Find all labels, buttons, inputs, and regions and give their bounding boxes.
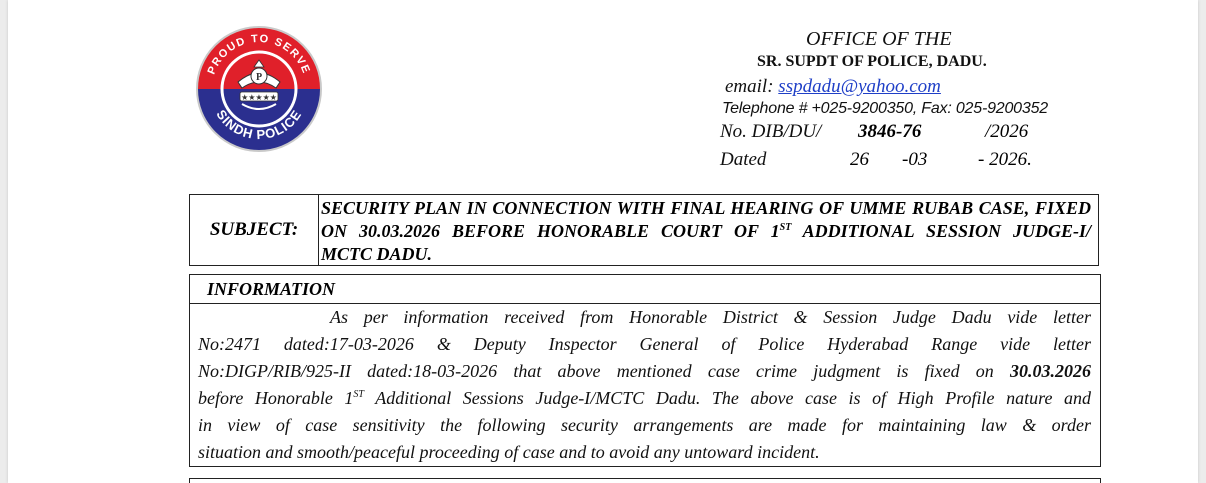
office-heading: OFFICE OF THE — [806, 28, 952, 50]
subject-line-2: ON 30.03.2026 BEFORE HONORABLE COURT OF 1ST ADDITIONAL SESSION JUDGE-I/ — [321, 221, 1092, 241]
info-line-1: As per information received from Honorable District & Session Judge Dadu vide letter — [330, 307, 1091, 327]
supdt-heading: SR. SUPDT OF POLICE, DADU. — [757, 53, 987, 70]
subject-line-3: MCTC DADU. — [321, 244, 433, 264]
info-line-5: in view of case sensitivity the following security arrangements are made for maintaining law & order — [198, 415, 1091, 435]
information-box — [189, 274, 1101, 467]
dated-day: 26 — [850, 149, 869, 170]
svg-text:P: P — [255, 72, 263, 83]
email-link[interactable]: sspdadu@yahoo.com — [778, 76, 941, 97]
email-label: email: — [725, 76, 774, 97]
information-heading: INFORMATION — [190, 275, 1100, 304]
telephone-line: Telephone # +025-9200350, Fax: 025-9200352 — [722, 100, 1048, 117]
info-line-2: No:2471 dated:17-03-2026 & Deputy Inspector General of Police Hyderabad Range vide letter — [198, 334, 1091, 354]
subject-box — [189, 194, 1099, 266]
reference-number: 3846-76 — [858, 121, 922, 142]
info-line-6: situation and smooth/peaceful proceeding of case and to avoid any untoward incident. — [198, 442, 820, 462]
email-line — [725, 76, 941, 98]
logo-top-text: PROUD TO SERVE — [205, 32, 313, 77]
subject-label: SUBJECT: — [190, 195, 319, 265]
logo-bottom-text: SINDH POLICE — [213, 106, 305, 143]
info-line-3: No:DIGP/RIB/925-II dated:18-03-2026 that above mentioned case crime judgment is fixed on 30.03.2026 — [198, 361, 1091, 381]
next-section-border — [189, 478, 1101, 483]
subject-text — [321, 197, 1091, 266]
dated-label: Dated — [720, 149, 767, 170]
dated-month: -03 — [902, 149, 928, 170]
dated-year: - 2026. — [978, 149, 1032, 170]
svg-text:★★★★★: ★★★★★ — [241, 93, 277, 102]
information-body — [190, 304, 1100, 466]
subject-line-1: SECURITY PLAN IN CONNECTION WITH FINAL HEARING OF UMME RUBAB CASE, FIXED — [321, 198, 1091, 218]
info-line-4: before Honorable 1ST Additional Sessions Judge-I/MCTC Dadu. The above case is of High Profile nature and — [198, 388, 1091, 408]
reference-prefix: No. DIB/DU/ — [720, 121, 822, 142]
reference-year: /2026 — [985, 121, 1029, 142]
sindh-police-logo — [194, 24, 324, 154]
